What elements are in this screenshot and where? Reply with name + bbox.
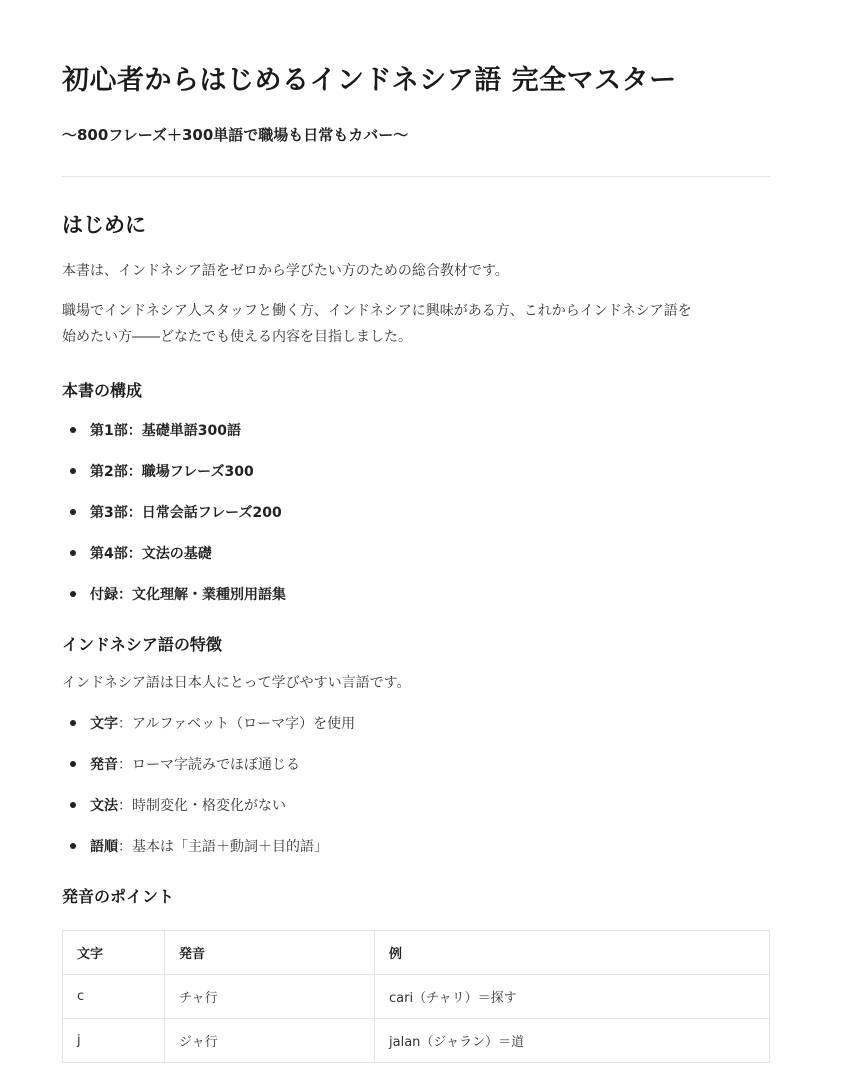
feature-key: 文字 — [90, 716, 118, 732]
bullet-dot-icon — [70, 843, 76, 849]
table-header-cell: 文字 — [63, 931, 165, 975]
table-header-cell: 発音 — [165, 931, 375, 975]
feature-value: ：基本は「主語＋動詞＋目的語」 — [118, 839, 328, 855]
table-cell: j — [63, 1019, 165, 1063]
table-cell: チャ行 — [165, 975, 375, 1019]
features-heading: インドネシア語の特徴 — [62, 635, 222, 654]
intro-paragraph-2-line-2: 始めたい方――どなたでも使える内容を目指しました。 — [62, 329, 412, 345]
feature-key: 発音 — [90, 757, 118, 773]
bullet-dot-icon — [70, 427, 76, 433]
divider — [62, 176, 770, 177]
feature-key: 文法 — [90, 798, 118, 814]
table-header-cell: 例 — [375, 931, 770, 975]
document-subtitle: 〜800フレーズ＋300単語で職場も日常もカバー〜 — [62, 126, 409, 144]
feature-value: ：アルファベット（ローマ字）を使用 — [118, 716, 356, 732]
bullet-dot-icon — [70, 591, 76, 597]
structure-heading: 本書の構成 — [62, 381, 143, 400]
feature-key: 語順 — [90, 839, 118, 855]
bullet-dot-icon — [70, 550, 76, 556]
intro-heading: はじめに — [62, 213, 146, 237]
document-page: 初心者からはじめるインドネシア語 完全マスター 〜800フレーズ＋300単語で職場も日常もカバー〜 はじめに 本書は、インドネシア語をゼロから学びたい方のための総合教材です。 職場でインドネシア人スタッフと働く方、インドネシアに興味がある方、これからインドネシア語を 始めたい方――どなたでも使える内容を目指しました。 本書の構成 第1部：基礎単語300語 第2部：職場フレーズ300 第3部：日常会話フレーズ200 第4部：文法の基礎 付録：文化理解・業種別用語集 インドネシア語の特徴 インドネシア語は日本人にとって学びやすい言語です。 文字：アルファベット（ローマ字）を使用 発音：ローマ字読みでほぼ通じる 文法：時制変化・格変化がない 語順：基本は「主語＋動詞＋目的語」 発音のポイント 文字 発音 例 c チャ行 cari（チャリ）＝探す j ジャ行 jalan（ジャラン）＝道 — [0, 0, 850, 1080]
intro-paragraph-2 — [62, 298, 692, 350]
bullet-dot-icon — [70, 720, 76, 726]
intro-paragraph-1: 本書は、インドネシア語をゼロから学びたい方のための総合教材です。 — [62, 263, 509, 279]
table-cell: cari（チャリ）＝探す — [375, 975, 770, 1019]
features-intro: インドネシア語は日本人にとって学びやすい言語です。 — [62, 675, 411, 691]
bullet-dot-icon — [70, 468, 76, 474]
pronunciation-table — [62, 930, 770, 1063]
intro-paragraph-2-line-1: 職場でインドネシア人スタッフと働く方、インドネシアに興味がある方、これからインドネシア語を — [62, 303, 692, 319]
table-cell: jalan（ジャラン）＝道 — [375, 1019, 770, 1063]
feature-value: ：ローマ字読みでほぼ通じる — [118, 757, 300, 773]
document-title: 初心者からはじめるインドネシア語 完全マスター — [62, 65, 677, 96]
table-row — [63, 1019, 770, 1063]
bullet-dot-icon — [70, 509, 76, 515]
bullet-dot-icon — [70, 802, 76, 808]
table-cell: c — [63, 975, 165, 1019]
table-cell: ジャ行 — [165, 1019, 375, 1063]
pronunciation-heading: 発音のポイント — [62, 887, 175, 906]
bullet-dot-icon — [70, 761, 76, 767]
feature-value: ：時制変化・格変化がない — [118, 798, 286, 814]
table-header-row — [63, 931, 770, 975]
table-row — [63, 975, 770, 1019]
